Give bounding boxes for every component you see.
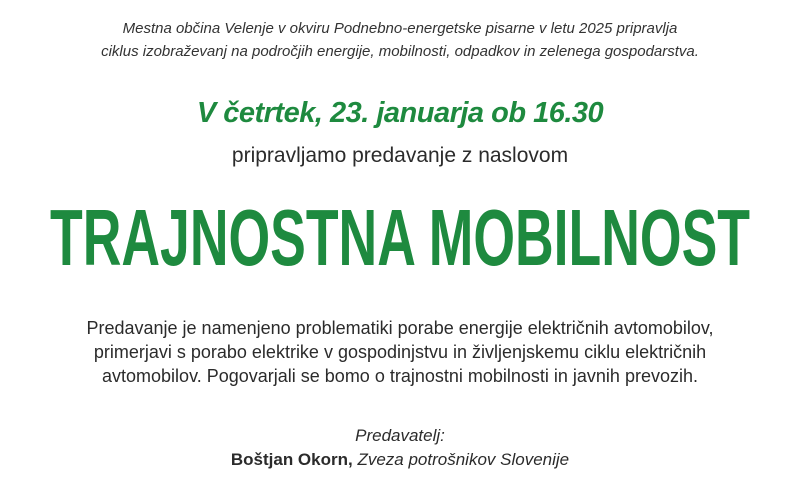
lecturer — [0, 450, 800, 470]
lecturer-organization: Zveza potrošnikov Slovenije — [357, 450, 570, 469]
intro-text — [0, 17, 800, 63]
description-line: avtomobilov. Pogovarjali se bomo o trajnostni mobilnosti in javnih prevozih. — [102, 366, 698, 386]
description-line: primerjavi s porabo elektrike v gospodinjstvu in življenjskemu ciklu električnih — [93, 342, 707, 362]
event-date: V četrtek, 23. januarja ob 16.30 — [196, 97, 604, 129]
intro-line: ciklus izobraževanj na področjih energije, mobilnosti, odpadkov in zelenega gospodarstva. — [101, 43, 699, 60]
description-line: Predavanje je namenjeno problematiki porabe energije električnih avtomobilov, — [86, 318, 714, 338]
lecture-title-text: TRAJNOSTNA MOBILNOST — [50, 200, 751, 280]
intro-line: Mestna občina Velenje v okviru Podnebno-energetske pisarne v letu 2025 pripravlja — [122, 20, 678, 37]
lecturer-name: Boštjan Okorn, — [230, 450, 353, 469]
subtitle: pripravljamo predavanje z naslovom — [231, 144, 569, 167]
lecturer-label: Predavatelj: — [355, 426, 445, 445]
lecture-title — [50, 200, 754, 280]
description — [0, 316, 800, 388]
